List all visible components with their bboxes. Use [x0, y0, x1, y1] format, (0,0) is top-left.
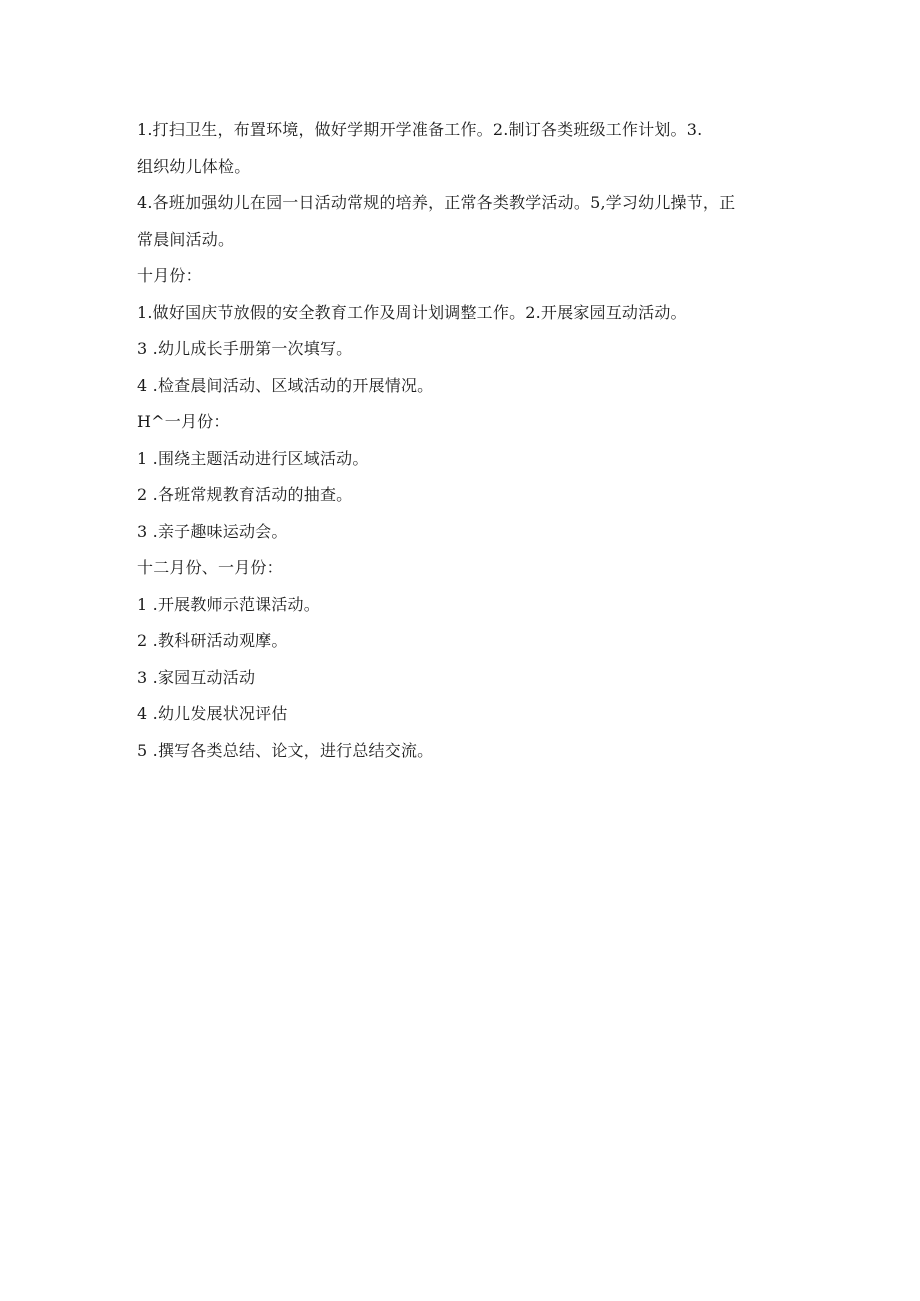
text-line-8: 4 .检查晨间活动、区域活动的开展情况。 [137, 375, 434, 395]
text-line-3: 4.各班加强幼儿在园一日活动常规的培养，正常各类教学活动。5,学习幼儿操节，正 [137, 193, 736, 212]
section-heading-november: H^一月份： [137, 412, 230, 431]
text-line-7: 3 .幼儿成长手册第一次填写。 [137, 339, 353, 358]
section-heading-october: 十月份： [137, 266, 202, 285]
text-line-11: 2 .各班常规教育活动的抽查。 [137, 485, 353, 504]
text-line-4: 常晨间活动。 [137, 229, 235, 249]
text-line-2: 组织幼儿体检。 [137, 156, 251, 176]
text-line-12: 3 .亲子趣味运动会。 [137, 521, 288, 541]
text-line-6: 1.做好国庆节放假的安全教育工作及周计划调整工作。2.开展家园互动活动。 [137, 302, 687, 322]
text-line-10: 1 .围绕主题活动进行区域活动。 [137, 448, 369, 468]
text-line-16: 3 .家园互动活动 [137, 667, 256, 687]
section-heading-december-january: 十二月份、一月份： [137, 558, 283, 577]
text-line-18: 5 .撰写各类总结、论文，进行总结交流。 [137, 740, 434, 760]
text-line-17: 4 .幼儿发展状况评估 [137, 704, 288, 723]
document-body [137, 112, 797, 769]
text-line-14: 1 .开展教师示范课活动。 [137, 594, 320, 614]
text-line-15: 2 .教科研活动观摩。 [137, 631, 288, 650]
text-line-1: 1.打扫卫生，布置环境，做好学期开学准备工作。2.制订各类班级工作计划。3. [137, 120, 703, 139]
